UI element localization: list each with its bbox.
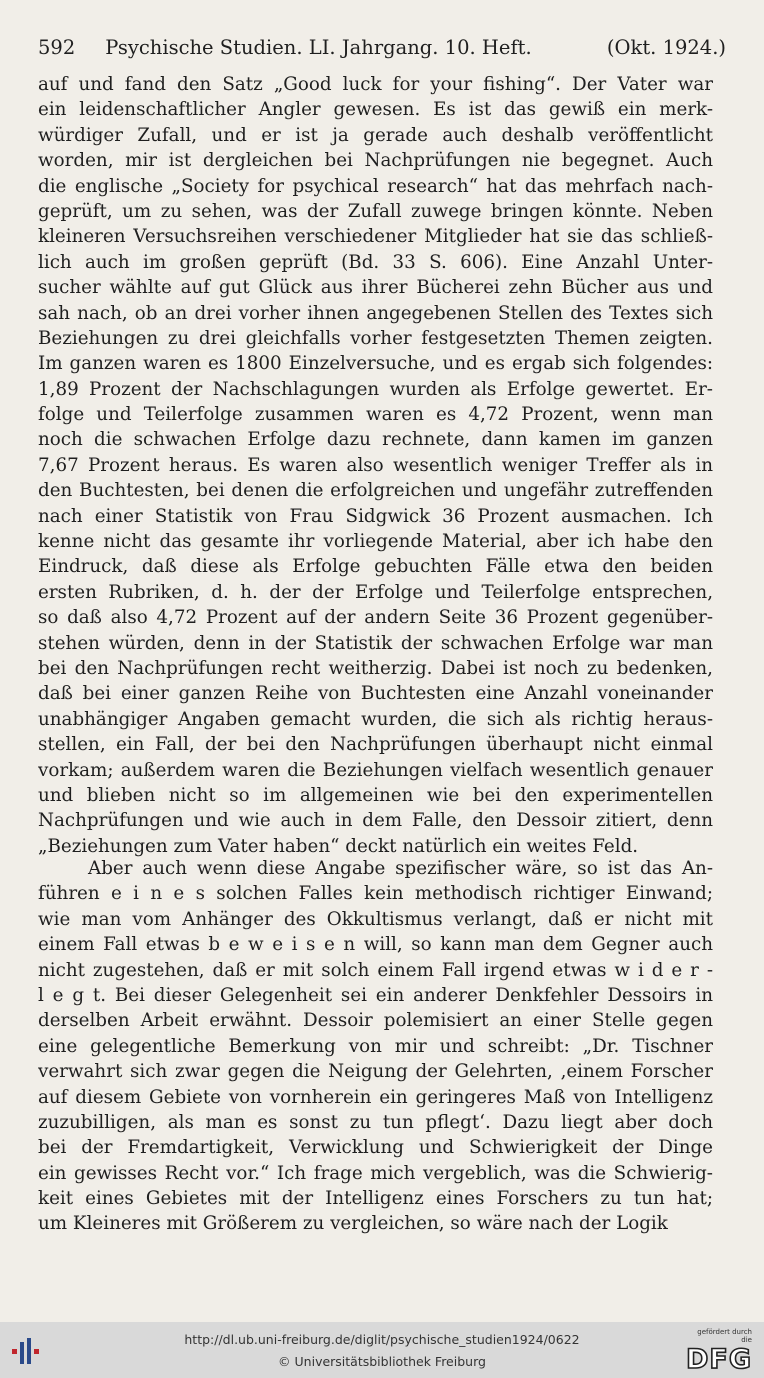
issue-date: (Okt. 1924.) — [606, 36, 726, 59]
text-line: nach einer Statistik von Frau Sidgwick 36 Prozent ausmachen. Ich — [38, 505, 713, 527]
text-line: wie man vom Anhänger des Okkultismus verlangt, daß er nicht mit — [38, 908, 713, 930]
text-line: worden, mir ist dergleichen bei Nachprüfungen nie begegnet. Auch — [38, 150, 713, 172]
journal-title: Psychische Studien. LI. Jahrgang. 10. Heft. — [105, 36, 532, 59]
text-line: zuzubilligen, als man es sonst zu tun pflegt‘. Dazu liegt aber doch — [38, 1111, 713, 1133]
text-line: 7,67 Prozent heraus. Es waren also wesentlich weniger Treffer als in — [38, 454, 713, 476]
text-line: derselben Arbeit erwähnt. Dessoir polemisiert an einer Stelle gegen — [38, 1010, 713, 1032]
text-line: kleineren Versuchsreihen verschiedener Mitglieder hat sie das schließ- — [38, 226, 713, 248]
text-line: kenne nicht das gesamte ihr vorliegende Material, aber ich habe den — [38, 531, 713, 553]
copyright-notice: © Universitätsbibliothek Freiburg — [278, 1354, 486, 1369]
text-line: Eindruck, daß diese als Erfolge gebuchten Fälle etwa den beiden — [38, 556, 713, 578]
text-line: Im ganzen waren es 1800 Einzelversuche, und es ergab sich folgendes: — [38, 353, 713, 375]
text-line: Beziehungen zu drei gleichfalls vorher festgesetzten Themen zeigten. — [38, 327, 713, 349]
document-url-link[interactable]: http://dl.ub.uni-freiburg.de/diglit/psychische_studien1924/0622 — [184, 1332, 580, 1347]
text-line: um Kleineres mit Größerem zu vergleichen, so wäre nach der Logik — [38, 1213, 668, 1235]
text-line: würdiger Zufall, und er ist ja gerade auch deshalb veröffentlicht — [38, 124, 713, 146]
text-line: daß bei einer ganzen Reihe von Buchtesten eine Anzahl voneinander — [38, 683, 713, 705]
library-footer — [0, 1322, 764, 1378]
text-line: und blieben nicht so im allgemeinen wie bei den experimentellen — [38, 784, 713, 806]
text-line: noch die schwachen Erfolge dazu rechnete, dann kamen im ganzen — [38, 429, 713, 451]
text-line: führen e i n e s solchen Falles kein methodisch richtiger Einwand; — [38, 883, 713, 905]
text-line: vorkam; außerdem waren die Beziehungen vielfach wesentlich genauer — [38, 759, 713, 781]
text-line: den Buchtesten, bei denen die erfolgreichen und ungefähr zutreffenden — [38, 480, 713, 502]
dfg-caption: gefördert durch die — [697, 1328, 752, 1344]
text-line: Nachprüfungen und wie auch in dem Falle, den Dessoir zitiert, denn — [38, 810, 713, 832]
text-line: l e g t. Bei dieser Gelegenheit sei ein anderer Denkfehler Dessoirs in — [38, 984, 713, 1006]
text-line: sah nach, ob an drei vorher ihnen angegebenen Stellen des Textes sich — [38, 302, 713, 324]
text-line: eine gelegentliche Bemerkung von mir und schreibt: „Dr. Tischner — [38, 1035, 713, 1057]
text-line: Aber auch wenn diese Angabe spezifischer wäre, so ist das An- — [88, 858, 713, 879]
text-line: 1,89 Prozent der Nachschlagungen wurden als Erfolge gewertet. Er- — [38, 378, 713, 400]
paragraph-2 — [38, 856, 713, 1237]
dfg-logo-icon: DFG — [686, 1344, 753, 1375]
text-line: stehen würden, denn in der Statistik der schwachen Erfolge war man — [38, 632, 713, 654]
text-line: unabhängiger Angaben gemacht wurden, die sich als richtig heraus- — [38, 708, 713, 730]
dfg-logo — [686, 1328, 753, 1375]
text-line: sucher wählte auf gut Glück aus ihrer Bücherei zehn Bücher aus und — [38, 277, 713, 299]
running-header — [38, 36, 726, 64]
text-line: so daß also 4,72 Prozent auf der andern Seite 36 Prozent gegenüber- — [38, 607, 713, 629]
text-line: die englische „Society for psychical research“ hat das mehrfach nach- — [38, 175, 713, 197]
text-line: bei den Nachprüfungen recht weitherzig. Dabei ist noch zu bedenken, — [38, 657, 713, 679]
text-line: einem Fall etwas b e w e i s e n will, so kann man dem Gegner auch — [38, 934, 713, 956]
text-line: keit eines Gebietes mit der Intelligenz eines Forschers zu tun hat; — [38, 1188, 713, 1210]
text-line: ersten Rubriken, d. h. der der Erfolge und Teilerfolge entsprechen, — [38, 581, 713, 603]
text-line: geprüft, um zu sehen, was der Zufall zuwege bringen könnte. Neben — [38, 200, 713, 222]
paragraph-1 — [38, 72, 713, 859]
text-line: folge und Teilerfolge zusammen waren es 4,72 Prozent, wenn man — [38, 404, 713, 426]
text-line: stellen, ein Fall, der bei den Nachprüfungen überhaupt nicht einmal — [38, 734, 713, 756]
text-line: ein gewisses Recht vor.“ Ich frage mich vergeblich, was die Schwierig- — [38, 1162, 713, 1184]
text-line: lich auch im großen geprüft (Bd. 33 S. 606). Eine Anzahl Unter- — [38, 251, 713, 273]
text-line: verwahrt sich zwar gegen die Neigung der Gelehrten, ‚einem Forscher — [38, 1061, 713, 1083]
text-line: nicht zugestehen, daß er mit solch einem Fall irgend etwas w i d e r - — [38, 959, 713, 981]
text-line: ein leidenschaftlicher Angler gewesen. Es ist das gewiß ein merk- — [38, 99, 713, 121]
text-line: auf und fand den Satz „Good luck for your fishing“. Der Vater war — [38, 74, 713, 95]
text-line: auf diesem Gebiete von vornherein ein geringeres Maß von Intelligenz — [38, 1086, 713, 1108]
text-line: „Beziehungen zum Vater haben“ deckt natürlich ein weites Feld. — [38, 835, 639, 857]
page-number: 592 — [38, 36, 76, 59]
text-line: bei der Fremdartigkeit, Verwicklung und Schwierigkeit der Dinge — [38, 1137, 713, 1159]
